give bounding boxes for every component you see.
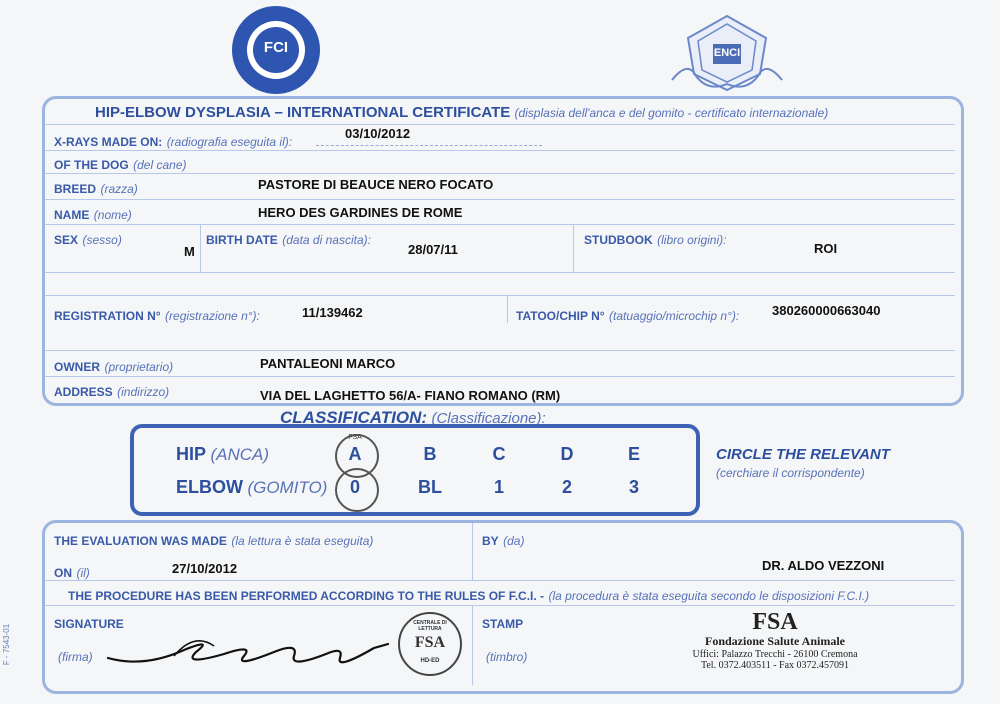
reader-stamp: [398, 612, 462, 676]
xrays-label: X-RAYS MADE ON:: [54, 135, 163, 149]
hip-grade-e: E: [627, 444, 640, 464]
sex-label: SEX: [54, 233, 79, 247]
classification-title-text: CLASSIFICATION:: [280, 408, 428, 427]
stamp-label-it: (timbro): [486, 650, 528, 664]
fsa-stamp-block: [670, 610, 880, 671]
doctor-name: DR. ALDO VEZZONI: [762, 558, 885, 573]
birth-label: BIRTH DATE: [206, 233, 278, 247]
address-row: [54, 383, 169, 401]
hip-label-it: (ANCA): [210, 445, 270, 464]
evaluation-made-label-it: (la lettura è stata eseguita): [231, 534, 374, 548]
birth-label-it: (data di nascita):: [282, 233, 371, 247]
address-value: VIA DEL LAGHETTO 56/A- FIANO ROMANO (RM): [260, 388, 561, 403]
dog-row: [54, 156, 187, 174]
fsa-stamp-ring-text: FSA: [348, 434, 362, 441]
evaluation-made-label: THE EVALUATION WAS MADE: [54, 534, 227, 548]
fci-logo: [232, 6, 320, 94]
owner-value: PANTALEONI MARCO: [260, 356, 396, 371]
procedure-label-it: (la procedura è stata eseguita secondo le disposizioni F.C.I.): [548, 589, 870, 603]
studbook-row: [584, 231, 726, 249]
elbow-grade-bl: BL: [418, 477, 442, 497]
hip-grade-b: B: [423, 444, 437, 464]
procedure-label: THE PROCEDURE HAS BEEN PERFORMED ACCORDING TO THE RULES OF F.C.I. -: [68, 589, 545, 603]
breed-label: BREED: [54, 182, 97, 196]
registration-label-it: (registrazione n°):: [165, 309, 260, 323]
address-label-it: (indirizzo): [117, 385, 170, 399]
elbow-row-label: [176, 477, 327, 498]
by-row: [482, 532, 524, 550]
tattoo-label: TATOO/CHIP N°: [516, 309, 605, 323]
elbow-grade-2: 2: [561, 477, 572, 497]
enci-logo-text: ENCI: [713, 47, 741, 59]
reader-stamp-bottom: HD-ED: [420, 658, 440, 664]
hip-grade-c: C: [492, 444, 506, 464]
fsa-address: Uffici: Palazzo Trecchi - 26100 Cremona: [692, 649, 858, 660]
elbow-label: ELBOW: [176, 477, 243, 497]
xrays-value: 03/10/2012: [345, 126, 411, 141]
birth-row: [206, 231, 371, 249]
certificate-title: [95, 104, 828, 121]
on-row: [54, 564, 90, 582]
name-row: [54, 206, 132, 224]
classification-panel: [130, 424, 700, 516]
tattoo-row: [516, 307, 739, 325]
form-code: F - 7543-01: [2, 623, 12, 666]
hip-grade-a: A: [348, 444, 362, 464]
tattoo-label-it: (tatuaggio/microchip n°):: [609, 309, 740, 323]
fsa-name: Fondazione Salute Animale: [704, 634, 845, 648]
birth-value: 28/07/11: [408, 242, 458, 257]
breed-label-it: (razza): [100, 182, 138, 196]
hip-row-label: [176, 444, 269, 465]
address-label: ADDRESS: [54, 385, 113, 399]
studbook-value: ROI: [814, 241, 838, 256]
classification-title-it: (Classificazione):: [431, 410, 546, 427]
hip-grade-d: D: [560, 444, 574, 464]
sex-label-it: (sesso): [82, 233, 122, 247]
elbow-grade-3: 3: [628, 477, 639, 497]
elbow-grade-0: 0: [349, 477, 360, 497]
stamp-label: STAMP: [482, 617, 524, 631]
owner-row: [54, 358, 173, 376]
fsa-logo: FSA: [752, 609, 798, 635]
subtitle-text: (displasia dell'anca e del gomito - certificato internazionale): [514, 106, 829, 120]
by-label: BY: [482, 534, 499, 548]
enci-logo: [668, 10, 786, 94]
dog-label-it: (del cane): [133, 158, 187, 172]
circle-note: CIRCLE THE RELEVANT: [716, 446, 890, 463]
dog-label: OF THE DOG: [54, 158, 129, 172]
reader-stamp-center: FSA: [414, 634, 446, 651]
sex-row: [54, 231, 122, 249]
title-text: HIP-ELBOW DYSPLASIA – INTERNATIONAL CERTIFICATE: [95, 104, 511, 121]
hip-label: HIP: [176, 444, 207, 464]
procedure-row: [68, 587, 869, 605]
reader-stamp-top: CENTRALE DI LETTURA: [413, 620, 447, 632]
elbow-grade-1: 1: [493, 477, 504, 497]
elbow-label-it: (GOMITO): [247, 478, 328, 497]
fsa-phone: Tel. 0372.403511 - Fax 0372.457091: [700, 660, 850, 671]
breed-value: PASTORE DI BEAUCE NERO FOCATO: [258, 177, 494, 192]
registration-label: REGISTRATION N°: [54, 309, 161, 323]
fci-logo-text: FCI: [263, 39, 289, 56]
breed-row: [54, 180, 138, 198]
studbook-label: STUDBOOK: [584, 233, 653, 247]
owner-label: OWNER: [54, 360, 100, 374]
on-label: ON: [54, 566, 72, 580]
tattoo-value: 380260000663040: [772, 303, 881, 318]
name-label: NAME: [54, 208, 90, 222]
registration-row: [54, 307, 260, 325]
by-label-it: (da): [503, 534, 525, 548]
evaluation-made-row: [54, 532, 373, 550]
owner-label-it: (proprietario): [104, 360, 174, 374]
name-value: HERO DES GARDINES DE ROME: [258, 205, 463, 220]
signature: [104, 626, 394, 681]
signature-label-it: (firma): [58, 650, 93, 664]
signature-label: SIGNATURE: [54, 617, 124, 631]
name-label-it: (nome): [93, 208, 132, 222]
circle-note-it: (cerchiare il corrispondente): [716, 466, 865, 480]
sex-value: M: [184, 244, 195, 259]
on-label-it: (il): [76, 566, 90, 580]
studbook-label-it: (libro origini):: [657, 233, 727, 247]
registration-value: 11/139462: [302, 305, 363, 320]
xrays-label-it: (radiografia eseguita il):: [166, 135, 293, 149]
xrays-row: [54, 133, 292, 151]
evaluation-date: 27/10/2012: [172, 561, 238, 576]
